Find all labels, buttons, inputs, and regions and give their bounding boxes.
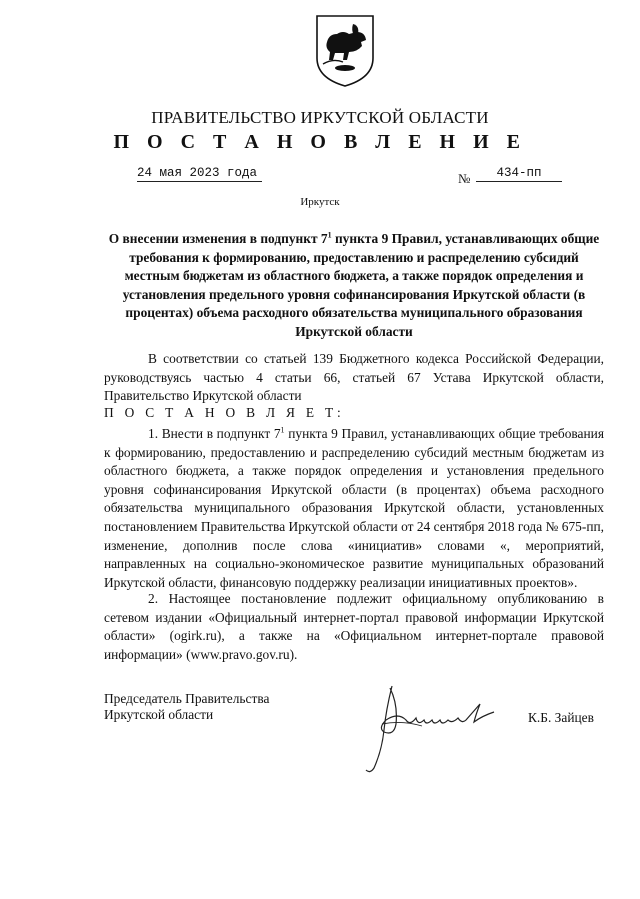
position-line-1: Председатель Правительства (104, 691, 270, 706)
resolves-heading: П О С Т А Н О В Л Я Е Т: (104, 405, 345, 420)
item1-part2: пункта 9 Правил, устанавливающих общие требования к формированию, предоставлению и распределению субсидий местным бюджетам из областного бюджета, а также порядок определения и установления предельного уровня софинансирования Иркутской области (в процентах) объема расходного обязательства муниципального образования Иркутской области, установленных постановлением Правительства Иркутской области от 24 сентября 2018 года № 675-пп, изменение, дополнив после слова «инициатив» словами «, мероприятий, направленных на социально-экономическое развитие муниципальных образований Иркутской области, финансовую поддержку реализации инициативных проектов». (104, 426, 604, 590)
item1-part1: 1. Внести в подпункт 7 (148, 426, 281, 441)
city-name: Иркутск (300, 196, 340, 208)
document-number: 434-пп (476, 166, 562, 182)
number-sign: № (458, 171, 471, 186)
irkutsk-coat-of-arms-icon (313, 12, 377, 88)
chairman-position (104, 691, 269, 723)
title-part1: О внесении изменения в подпункт 7 (108, 231, 328, 246)
position-line-2: Иркутской области (104, 707, 214, 722)
signer-name: К.Б. Зайцев (528, 710, 594, 725)
title-part2: пункта 9 Правил, устанавливающих общие требования к формированию, предоставлению и распределению субсидий местным бюджетам из областного бюджета, а также порядок определения и установления предельного уровня софинансирования Иркутской области (в процентах) объема расходного обязательства муниципального образования Иркутской области (122, 231, 600, 339)
item-2-paragraph: 2. Настоящее постановление подлежит официальному опубликованию в сетевом издании «Официальный интернет-портал правовой информации Иркутской области» (ogirk.ru), а также на «Официальном интернет-портале правовой информации» (www.pravo.gov.ru). (104, 591, 604, 662)
item1-superscript: 1 (280, 425, 285, 435)
document-title (104, 230, 604, 342)
handwritten-signature-icon (362, 680, 502, 775)
title-superscript: 1 (327, 230, 332, 240)
government-name: ПРАВИТЕЛЬСТВО ИРКУТСКОЙ ОБЛАСТИ (151, 108, 489, 127)
item-1-paragraph (104, 425, 604, 592)
document-date: 24 мая 2023 года (137, 166, 262, 182)
preamble-paragraph: В соответствии со статьей 139 Бюджетного кодекса Российской Федерации, руководствуясь частью 4 статьи 66, статьей 67 Устава Иркутской области, Правительство Иркутской области (104, 351, 604, 404)
document-type: П О С Т А Н О В Л Е Н И Е (113, 131, 527, 153)
